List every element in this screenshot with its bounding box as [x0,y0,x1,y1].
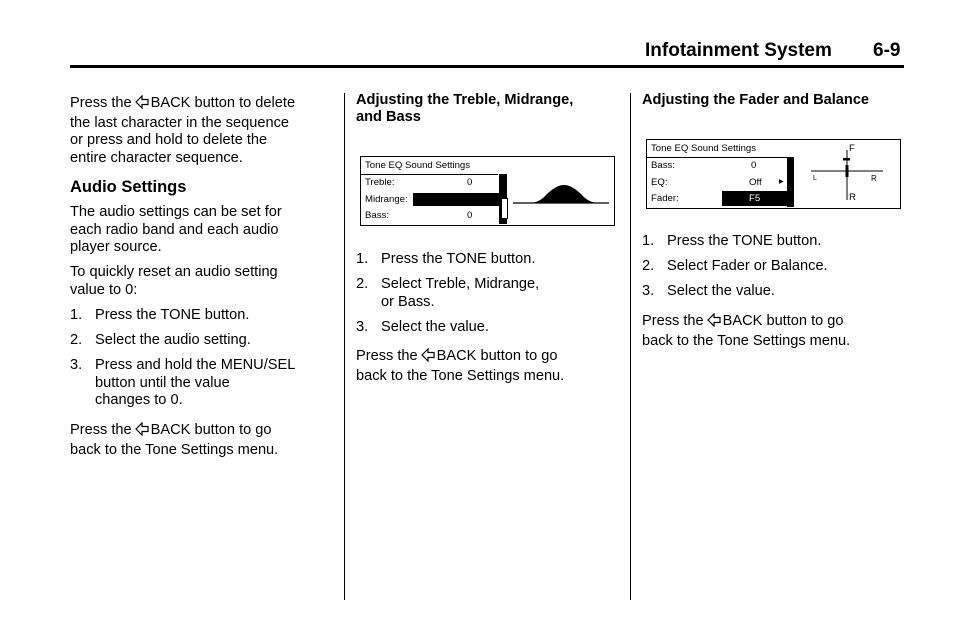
arrow-right-icon: ▸ [779,176,784,187]
back-arrow-icon [135,422,149,442]
back-return-paragraph: Press the BACK button to go back to the Tone Settings menu. [642,313,851,349]
list-item: 1. Press the TONE button. [70,307,250,323]
fader-selection-bar: F5 [722,191,788,206]
audio-paragraph-2: To quickly reset an audio setting value to 0: [70,264,278,298]
back-delete-paragraph: Press the BACK button to delete the last character in the sequence or press and hold to delete the entire character sequence. [70,95,296,166]
list-item: 1. Press the TONE button. [356,251,536,267]
slider-bar [787,157,794,207]
fader-heading: Adjusting the Fader and Balance [642,92,870,108]
audio-paragraph-1: The audio settings can be set for each radio band and each audio player source. [70,204,282,255]
bass-label: Bass: [365,210,389,221]
audio-settings-heading: Audio Settings [70,178,187,196]
list-item: 2. Select Fader or Balance. [642,258,828,274]
list-item: 3. Press and hold the MENU/SEL button until the value changes to 0. [70,357,296,408]
back-arrow-icon [707,313,721,333]
front-label: F [849,143,855,154]
eq-label: EQ: [651,177,668,188]
left-label: L [813,175,817,182]
list-item: 3. Select the value. [356,319,489,335]
page-number: 6-9 [873,40,901,61]
list-item: 3. Select the value. [642,283,775,299]
fader-label: Fader: [651,193,679,204]
back-arrow-icon [421,348,435,368]
tone-eq-screen-fader [646,139,901,209]
back-arrow-icon [135,95,149,115]
column-divider [630,93,631,600]
list-item: 1. Press the TONE button. [642,233,822,249]
list-item: 2. Select Treble, Midrange, or Bass. [356,276,540,310]
back-return-paragraph: Press the BACK button to go back to the Tone Settings menu. [70,422,279,458]
list-item: 2. Select the audio setting. [70,332,251,348]
back-return-paragraph: Press the BACK button to go back to the Tone Settings menu. [356,348,565,384]
slider-thumb [501,198,508,219]
eq-value: Off [749,177,762,188]
treble-label: Treble: [365,177,395,188]
bass-value: 0 [467,210,473,221]
eq-curve-graphic [511,171,611,207]
fader-balance-crosshair [807,144,887,202]
tone-eq-screen-treble [360,156,615,226]
screen-title: Tone EQ Sound Settings [651,143,757,154]
section-title: Infotainment System [645,40,832,61]
column-divider [344,93,345,600]
screen-title: Tone EQ Sound Settings [365,160,471,171]
treble-heading: Adjusting the Treble, Midrange, and Bass [356,92,574,125]
bass-value: 0 [751,160,757,171]
right-label: R [871,174,877,183]
bass-label: Bass: [651,160,675,171]
treble-value: 0 [467,177,473,188]
midrange-label: Midrange: [365,194,408,205]
rear-label: R [849,192,856,203]
midrange-selection-bar [413,193,499,206]
header-rule [70,65,904,68]
